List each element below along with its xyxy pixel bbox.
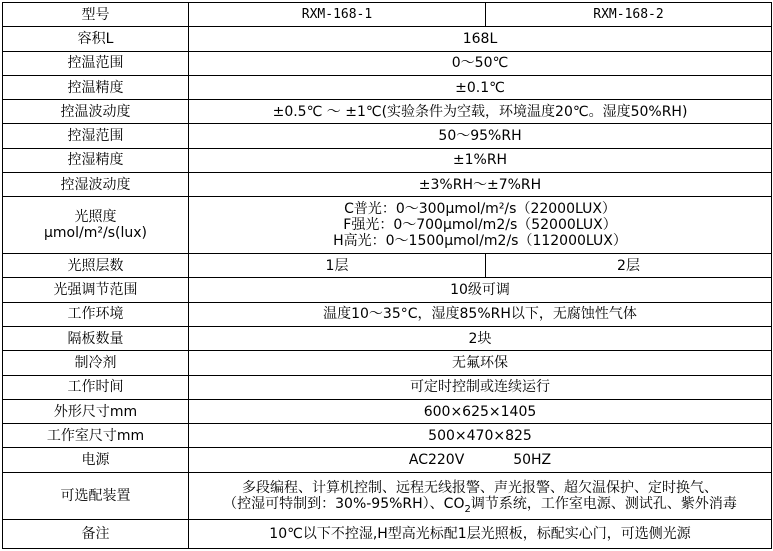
table-row <box>3 197 772 254</box>
label-temp-fluctuation: 控温波动度 <box>3 100 189 124</box>
label-illuminance <box>3 197 189 254</box>
label-power: 电源 <box>3 448 189 472</box>
illuminance-f: F强光：0～700μmol/m2/s（52000LUX） <box>343 217 617 234</box>
value-chamber-size: 500×470×825 <box>189 424 772 448</box>
value-power <box>189 448 772 472</box>
illuminance-c: C普光：0～300μmol/m²/s（22000LUX） <box>344 201 616 218</box>
value-illuminance <box>189 197 772 254</box>
value-humidity-fluctuation: ±3%RH～±7%RH <box>189 173 772 197</box>
label-shelves: 隔板数量 <box>3 327 189 351</box>
value-temp-fluctuation: ±0.5℃ ～ ±1℃(实验条件为空载，环境温度20℃。湿度50%RH) <box>189 100 772 124</box>
label-illuminance-line-2: μmol/m²/s(lux) <box>44 225 147 242</box>
value-volume: 168L <box>189 27 772 51</box>
label-light-adjust: 光强调节范围 <box>3 278 189 302</box>
spec-table <box>2 2 772 549</box>
table-row <box>3 173 772 197</box>
table-row <box>3 3 772 27</box>
label-environment: 工作环境 <box>3 303 189 327</box>
label-model: 型号 <box>3 3 189 27</box>
table-row <box>3 278 772 302</box>
table-row <box>3 424 772 448</box>
table-row <box>3 448 772 472</box>
value-temp-range: 0～50℃ <box>189 52 772 76</box>
label-remarks: 备注 <box>3 520 189 549</box>
label-light-layers: 光照层数 <box>3 254 189 278</box>
value-environment: 温度10～35°C，湿度85%RH以下，无腐蚀性气体 <box>189 303 772 327</box>
value-options <box>189 473 772 521</box>
value-temp-precision: ±0.1℃ <box>189 76 772 100</box>
value-light-layers-1: 1层 <box>189 254 486 278</box>
value-shelves: 2块 <box>189 327 772 351</box>
label-outer-size: 外形尺寸mm <box>3 400 189 424</box>
label-humidity-range: 控湿范围 <box>3 124 189 148</box>
label-volume: 容积L <box>3 27 189 51</box>
table-row <box>3 376 772 400</box>
table-row <box>3 149 772 173</box>
table-row <box>3 52 772 76</box>
options-line-2: （控湿可特制到：30%-95%RH）、$CO_2$调节系统，工作室电源、测试孔、紫外消毒 <box>223 496 737 515</box>
value-refrigerant: 无氟环保 <box>189 351 772 375</box>
power-frequency: 50HZ <box>513 452 552 469</box>
table-row <box>3 303 772 327</box>
label-temp-range: 控温范围 <box>3 52 189 76</box>
value-work-time: 可定时控制或连续运行 <box>189 376 772 400</box>
table-row <box>3 327 772 351</box>
value-humidity-precision: ±1%RH <box>189 149 772 173</box>
label-chamber-size: 工作室尺寸mm <box>3 424 189 448</box>
value-model-1: RXM-168-1 <box>189 3 486 27</box>
label-illuminance-line-1: 光照度 <box>74 209 117 226</box>
label-options: 可选配装置 <box>3 473 189 521</box>
label-humidity-fluctuation: 控湿波动度 <box>3 173 189 197</box>
table-row <box>3 351 772 375</box>
table-row <box>3 27 772 51</box>
label-refrigerant: 制冷剂 <box>3 351 189 375</box>
value-humidity-range: 50～95%RH <box>189 124 772 148</box>
illuminance-h: H高光：0～1500μmol/m2/s（112000LUX） <box>333 233 627 250</box>
table-row <box>3 400 772 424</box>
value-light-adjust: 10级可调 <box>189 278 772 302</box>
label-humidity-precision: 控湿精度 <box>3 149 189 173</box>
value-model-2: RXM-168-2 <box>486 3 772 27</box>
table-row <box>3 520 772 549</box>
label-temp-precision: 控温精度 <box>3 76 189 100</box>
table-row <box>3 124 772 148</box>
options-line-1: 多段编程、计算机控制、远程无线报警、声光报警、超欠温保护、定时换气、 <box>242 480 718 497</box>
value-outer-size: 600×625×1405 <box>189 400 772 424</box>
power-voltage: AC220V <box>408 452 465 469</box>
label-work-time: 工作时间 <box>3 376 189 400</box>
value-light-layers-2: 2层 <box>486 254 772 278</box>
table-row <box>3 76 772 100</box>
value-remarks: 10℃以下不控湿,H型高光标配1层光照板，标配实心门，可选侧光源 <box>189 520 772 549</box>
table-row <box>3 473 772 521</box>
table-row <box>3 254 772 278</box>
table-row <box>3 100 772 124</box>
